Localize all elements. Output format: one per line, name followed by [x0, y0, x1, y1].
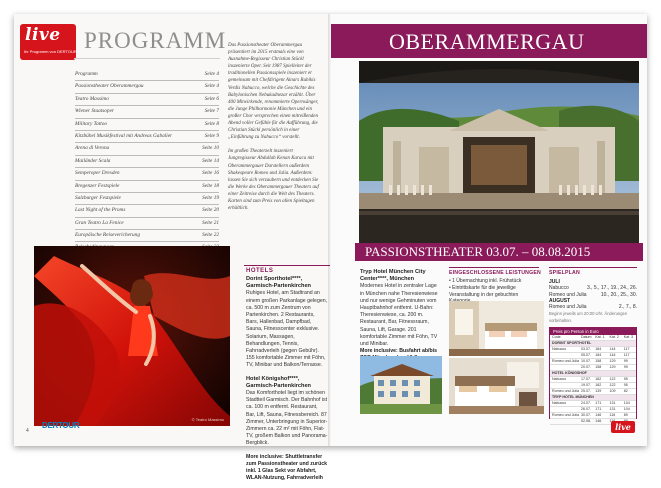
price-cell — [550, 407, 579, 412]
table-of-contents — [75, 69, 219, 255]
hotel-tryp-text: Modernes Hotel in zentraler Lage in München nahe Theresienwiese und nur wenige Gehminuten vom Hauptbahnhof entfernt. U-Bahn: Theresienwiese, ca. 200 m. Restaurant, Bar, Fitnessraum, Sauna, Lift, Garage. 201 komfortable Zimmer mit Föhn, TV und Minibar. — [360, 283, 438, 348]
price-cell — [599, 371, 611, 376]
price-cell: 158 — [595, 359, 602, 363]
price-cell — [615, 395, 626, 400]
price-cell — [550, 353, 579, 358]
hotel-exterior-illustration — [360, 356, 442, 414]
toc-entry-page: Seite 7 — [204, 108, 219, 115]
passion-theatre-photo — [359, 61, 639, 243]
price-cell: 129 — [609, 365, 616, 369]
price-cell: 104 — [623, 401, 630, 405]
price-cell: 144 — [609, 353, 616, 357]
price-cell: 95 — [623, 377, 628, 381]
price-cell: 99 — [623, 365, 628, 369]
theatre-illustration — [359, 61, 639, 243]
live-logo — [20, 24, 76, 60]
toc-entry-page: Seite 6 — [204, 95, 219, 102]
price-cell: 116 — [609, 413, 616, 417]
price-cell: 104 — [623, 407, 630, 411]
price-cell — [604, 395, 615, 400]
toc-entry — [75, 81, 219, 93]
price-cell — [603, 341, 614, 346]
passionstheater-title: PASSIONSTHEATER 03.07. – 08.08.2015 — [365, 244, 591, 259]
toc-entry-label: Semperoper Dresden — [75, 170, 120, 177]
price-cell: Kat. 1 — [595, 335, 605, 339]
dertour-logo: DERTOUR — [42, 421, 80, 430]
price-cell: 129 — [609, 359, 616, 363]
oberammergau-title: OBERAMMERGAU — [389, 29, 585, 54]
price-cell: 109 — [609, 389, 616, 393]
price-cell: Kat. 2 — [609, 335, 619, 339]
page-number-left: 4 — [26, 428, 29, 434]
spielplan-dates: 2., 7., 8. — [618, 304, 637, 311]
intro-text — [228, 42, 322, 219]
price-cell: 146 — [595, 419, 602, 423]
price-cell: 17.07. — [580, 377, 591, 381]
price-cell: Nabucco — [552, 347, 567, 351]
toc-entry — [75, 131, 219, 143]
hotels-column — [246, 276, 328, 488]
toc-entry-page: Seite 21 — [202, 219, 219, 226]
price-cell: 99 — [623, 359, 628, 363]
price-cell: Datum — [580, 335, 592, 339]
oberammergau-banner — [331, 24, 647, 58]
hotel-dorint-title: Dorint Sporthotel****, Garmisch-Partenkirchen — [246, 276, 311, 290]
price-cell: 171 — [595, 401, 602, 405]
toc-entry-page: Seite 20 — [202, 207, 219, 214]
price-cell: 162 — [595, 377, 602, 381]
spielplan-dates: 10., 20., 25., 30. — [600, 291, 637, 298]
price-cell: Kat. 3 — [623, 335, 634, 339]
hotel-koenigshof-title: Hotel Königshof****, Garmisch-Partenkirchen — [246, 375, 311, 389]
price-cell: 05.07. — [580, 353, 591, 357]
room-illustration-1 — [449, 301, 544, 356]
price-cell: DORINT SPORTHOTEL — [552, 341, 592, 345]
toc-entry — [75, 143, 219, 155]
toc-entry-label: Military Tattoo — [75, 120, 108, 127]
toc-entry-page: Seite 4 — [204, 83, 219, 90]
price-cell: 158 — [595, 365, 602, 369]
toc-entry — [75, 181, 219, 193]
price-table-heading: Preis pro Person in Euro — [550, 328, 636, 335]
spielplan-table — [549, 279, 637, 324]
price-cell: Nabucco — [552, 401, 567, 405]
spielplan-row — [549, 304, 637, 310]
room-illustration-2 — [449, 358, 544, 414]
price-cell: 184 — [595, 353, 602, 357]
tryp-more-inclusive: More inclusive: Busfahrt ab/bis — [360, 348, 437, 355]
hotel-room-photo-2 — [449, 358, 544, 414]
price-cell: 95 — [623, 383, 628, 387]
price-cell: 122 — [609, 377, 616, 381]
price-cell: Code — [552, 335, 561, 339]
price-cell: 162 — [595, 383, 602, 387]
price-cell — [625, 395, 636, 400]
toc-entry-page: Seite 22 — [202, 232, 219, 239]
price-cell: 131 — [609, 407, 616, 411]
toc-entry — [75, 106, 219, 118]
toc-entry-page: Seite 9 — [204, 132, 219, 139]
spielplan-note: Beginn jeweils um 20:00 Uhr. Änderungen vorbehalten. — [549, 311, 628, 323]
hotel-dorint-text: Ruhiges Hotel, am Stadtrand an einem großen Parkanlage gelegen, ca. 500 m zum Zentrum von Partenkirchen. 2 Restaurants, Bars, Hallenbad, Dampfbad, Sauna, Fitnesscenter exklusive. Solarium, Massagen, Behandlungen, Tennis, Fahrradverleih (gegen Gebühr). 155 komfortable Zimmer mit Föhn, TV, Minibar und Balkon/Terrasse. — [246, 290, 328, 369]
price-cell: Romeo und Julia — [552, 359, 579, 363]
price-cell: TRYP HOTEL MÜNCHEN — [552, 395, 594, 399]
price-cell: 184 — [595, 347, 602, 351]
price-cell — [591, 341, 602, 346]
price-cell: 19.07. — [580, 383, 591, 387]
brochure-spread — [14, 14, 647, 482]
toc-entry-page: Seite 4 — [204, 71, 219, 77]
price-cell: 89 — [623, 413, 628, 417]
toc-entry-page: Seite 16 — [202, 170, 219, 177]
toc-entry-label: Teatro Massimo — [75, 95, 109, 102]
toc-entry-label: Europäische Reisevericherung — [75, 232, 140, 239]
price-cell: 30.07. — [580, 413, 591, 417]
spielplan-title: Nabucco — [549, 285, 569, 292]
right-page — [331, 14, 647, 446]
price-cell — [550, 419, 579, 424]
price-cell: 26.07. — [580, 407, 591, 411]
price-cell: 02.08. — [580, 419, 591, 423]
price-cell: 146 — [595, 413, 602, 417]
toc-entry-page: Seite 19 — [202, 194, 219, 201]
price-cell: 20.07. — [580, 365, 591, 369]
leistungen-rule — [449, 267, 539, 268]
price-cell: 139 — [595, 389, 602, 393]
toc-entry — [75, 205, 219, 217]
toc-entry-label: Last Night of the Proms — [75, 207, 126, 214]
leistung-item: • Eintrittskarte für die jeweilige Veranstaltung in der gebuchten — [449, 285, 539, 305]
toc-entry — [75, 119, 219, 131]
price-cell: 131 — [609, 401, 616, 405]
toc-entry — [75, 218, 219, 230]
toc-entry-page: Seite 18 — [202, 182, 219, 189]
toc-entry — [75, 156, 219, 168]
toc-entry-page: Seite 10 — [202, 145, 219, 152]
price-cell: Nabucco — [552, 377, 567, 381]
price-cell: 117 — [623, 347, 630, 351]
toc-entry-page: Seite 8 — [204, 120, 219, 127]
toc-entry — [75, 193, 219, 205]
hotels-rule — [244, 265, 330, 266]
hotel-exterior-photo — [360, 356, 442, 414]
toc-entry-label: Kitzbühel Musikfestival mit Andreas Gabalier — [75, 132, 173, 139]
price-cell: 10.07. — [580, 359, 591, 363]
hotels-more-inclusive: More inclusive: Shuttletransfer zum Passionstheater und zurück inkl. 1 Glas Sekt vor Abfahrt, WLAN-Nutzung, Fahrradverleih — [246, 453, 328, 482]
spielplan-title: Romeo und Julia — [549, 304, 587, 311]
left-page — [14, 14, 330, 482]
price-cell: Romeo und Julia — [552, 389, 579, 393]
toc-entry-label: Passionstheater Oberammergau — [75, 83, 144, 90]
live-mini-logo: live — [611, 421, 635, 433]
leistung-item: • 1 Übernachtung inkl. Frühstück — [449, 278, 539, 285]
intro-paragraph-2: Im großen Theaterzelt inszeniert Jungregisseur Abdullah Kenan Karaca mit Oberammergauer Darstellern außerdem Shakespeare Romeo und Julia. Außerdem: lassen Sie sich verzaubern und entdecken Sie die Werke des Oberammergauer Theaters auf einer Zeitreise durch die Welt des Theaters. Karten sind zum Preis von allen Spieltagen erhältlich. — [228, 149, 319, 212]
toc-entry-label: Gran Teatro La Fenice — [75, 219, 124, 226]
price-cell — [624, 371, 636, 376]
spielplan-month: AUGUST — [549, 297, 571, 304]
programm-title: PROGRAMM — [84, 28, 227, 53]
logo-word: live — [25, 25, 61, 45]
price-cell: 03.07. — [580, 347, 591, 351]
price-cell: 122 — [609, 383, 616, 387]
photo-credit: © Teatro Massimo — [191, 417, 224, 422]
toc-entry-label: Bregenzer Festspiele — [75, 182, 120, 189]
toc-entry-label: Salzburger Festspiele — [75, 194, 121, 201]
hotel-koenigshof-text: Das Komforthotel liegt im schönen Stadtteil Garmisch. Der Bahnhof ist ca. 100 m entfernt. Restaurant, Bar, Lift, Sauna, Fitnessbereich. 87 Zimmer, Unterbringung in Superior-Zimmern ca. 22 m² mit Föhn, Flat-TV, großem Balkon und Panorama-Bergblick. — [246, 390, 328, 447]
price-cell — [550, 383, 579, 388]
price-cell — [594, 395, 605, 400]
price-cell — [611, 371, 623, 376]
leistungen-heading: EINGESCHLOSSENE LEISTUNGEN — [449, 270, 541, 276]
spielplan-heading: SPIELPLAN — [549, 270, 580, 276]
spielplan-rule — [549, 267, 637, 268]
price-cell: 24.07. — [580, 401, 591, 405]
logo-tagline: Ihr Programm von DERTOUR — [24, 49, 77, 54]
price-cell — [614, 341, 625, 346]
toc-entry-page: Seite 14 — [202, 157, 219, 164]
price-cell: 82 — [623, 389, 628, 393]
toc-entry — [75, 69, 219, 81]
toc-entry-label: Wiener Staatsoper — [75, 108, 114, 115]
price-cell — [587, 371, 599, 376]
price-cell: 25.07. — [580, 389, 591, 393]
hotel-room-photo-1 — [449, 301, 544, 356]
spielplan-title: Romeo und Julia — [549, 291, 587, 298]
price-rows — [550, 335, 636, 425]
hotel-tryp-title: Tryp Hotel München City Center****, München — [360, 269, 426, 283]
toc-entry — [75, 230, 219, 242]
toc-entry — [75, 94, 219, 106]
singer-illustration — [34, 246, 230, 426]
price-cell: 117 — [623, 353, 630, 357]
price-cell: Romeo und Julia — [552, 413, 579, 417]
price-cell — [550, 365, 579, 370]
price-cell: 144 — [609, 347, 616, 351]
price-cell: 171 — [595, 407, 602, 411]
toc-entry — [75, 168, 219, 180]
passionstheater-banner — [355, 243, 643, 261]
price-cell: HOTEL KÖNIGSHOF — [552, 371, 587, 375]
singer-photo — [34, 246, 230, 426]
price-cell — [625, 341, 636, 346]
toc-entry-label: Mailänder Scala — [75, 157, 111, 164]
spielplan-month: JULI — [549, 279, 560, 285]
intro-paragraph-1: Das Passionstheater Oberammergau präsentiert im 2015 erstmals eine von Ausnahme-Regisseur Christian Stückl inszenierte Oper. Seit 1987 Spielleiter der traditionellen Passionsspiele inszeniert er gemeinsam mit Chefdirigent Ainars Rubikis Verdis Nabucco, welche die Geschichte des Babylonischen Nebukadnezar erzählt. Über 400 Mitwirkende, renommierte Opernsänger, die Junge Philharmonie München und ein großer Chor versprechen einen mitreißenden Abend voller Gefühle für die Aufführung, die Christian Stückl persönlich in einer „Einführung zu Nabucco“ vorstellt. — [228, 43, 319, 141]
toc-entry-label: Programm — [75, 71, 98, 77]
price-table — [549, 327, 637, 423]
toc-entry-label: Arena di Verona — [75, 145, 110, 152]
programm-rule — [74, 58, 220, 59]
spielplan-dates: 3., 5., 17., 19., 24., 26. — [586, 285, 637, 292]
hotels-heading: HOTELS — [246, 268, 274, 274]
